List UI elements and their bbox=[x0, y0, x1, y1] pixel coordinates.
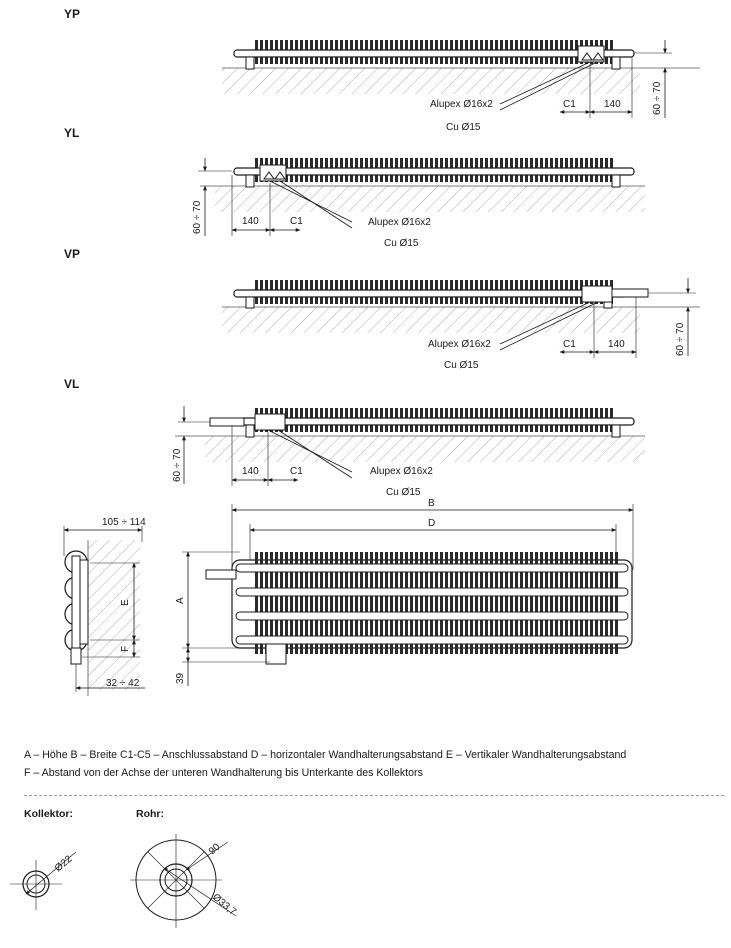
radiator-tube bbox=[240, 418, 634, 425]
section-vp bbox=[64, 247, 700, 371]
section-vp-code: VP bbox=[64, 247, 81, 261]
cu-label: Cu Ø15 bbox=[384, 238, 419, 249]
rohr-dia: Ø33,7 bbox=[210, 891, 239, 918]
dim-d: D bbox=[428, 518, 436, 529]
dim-140: 140 bbox=[242, 466, 259, 477]
section-vl-code: VL bbox=[64, 377, 80, 391]
divider bbox=[24, 795, 724, 796]
left-foot bbox=[246, 297, 254, 308]
side-view bbox=[64, 517, 146, 696]
dimension-line bbox=[186, 842, 228, 870]
dim-depth: 105 ÷ 114 bbox=[102, 517, 146, 528]
legend-line-2: F – Abstand von der Achse der unteren Wandhalterung bis Unterkante des Kollektors bbox=[24, 767, 423, 779]
section-yl-code: YL bbox=[64, 126, 80, 140]
cu-label: Cu Ø15 bbox=[446, 122, 481, 133]
dim-c1: C1 bbox=[290, 466, 303, 477]
radiator-tube bbox=[236, 588, 628, 596]
dim-140: 140 bbox=[242, 216, 259, 227]
left-foot bbox=[246, 175, 254, 187]
left-foot bbox=[246, 57, 254, 69]
cu-label: Cu Ø15 bbox=[444, 360, 479, 371]
dim-height: 60 ÷ 70 bbox=[675, 322, 686, 356]
rohr-angle: 90 bbox=[206, 841, 223, 858]
wall-bracket bbox=[80, 560, 88, 644]
radiator-tube bbox=[236, 612, 628, 620]
inlet-pipe bbox=[612, 289, 648, 297]
dim-bottom: 39 bbox=[175, 672, 186, 684]
section-yp-code: YP bbox=[64, 7, 81, 21]
floor-hatch bbox=[222, 307, 640, 333]
front-view bbox=[175, 498, 633, 686]
section-vl bbox=[64, 377, 645, 498]
floor-hatch bbox=[215, 186, 645, 212]
inlet-pipe bbox=[210, 418, 244, 426]
left-foot bbox=[246, 425, 254, 437]
pipe-label: Alupex Ø16x2 bbox=[370, 466, 433, 477]
connector-block bbox=[582, 286, 612, 302]
dim-height: 60 ÷ 70 bbox=[652, 81, 663, 115]
right-foot bbox=[612, 57, 620, 69]
dim-f: F bbox=[120, 645, 131, 652]
connector-block bbox=[266, 644, 286, 664]
radiator-tube bbox=[234, 50, 634, 57]
radiator-tube bbox=[236, 636, 628, 644]
dim-140: 140 bbox=[608, 339, 625, 350]
kollektor-dia: Ø22 bbox=[52, 853, 75, 875]
pipe-label: Alupex Ø16x2 bbox=[430, 99, 493, 110]
floor-hatch bbox=[205, 436, 645, 462]
dim-e: E bbox=[120, 599, 131, 606]
dim-a: A bbox=[175, 597, 186, 604]
wall-hatch bbox=[88, 540, 140, 690]
rohr-detail bbox=[130, 834, 238, 928]
connector-pipe bbox=[71, 648, 81, 664]
kollektor-title: Kollektor: bbox=[24, 808, 74, 820]
right-foot bbox=[612, 425, 620, 437]
section-yp bbox=[64, 7, 700, 133]
legend-line-1: A – Höhe B – Breite C1-C5 – Anschlussabstand D – horizontaler Wandhalterungsabstand E – Vertikaler Wandhalterungsabstand bbox=[24, 749, 627, 761]
kollektor-detail bbox=[10, 852, 76, 910]
collector bbox=[72, 556, 80, 648]
dim-height: 60 ÷ 70 bbox=[192, 200, 203, 234]
dim-height: 60 ÷ 70 bbox=[172, 448, 183, 482]
section-yl bbox=[64, 126, 645, 249]
radiator-tube bbox=[234, 290, 626, 297]
dim-c1: C1 bbox=[290, 216, 303, 227]
dim-offset: 32 ÷ 42 bbox=[106, 678, 140, 689]
dim-140: 140 bbox=[604, 99, 621, 110]
radiator-tube bbox=[236, 564, 628, 572]
pipe-label: Alupex Ø16x2 bbox=[368, 217, 431, 228]
right-foot bbox=[612, 175, 620, 187]
inlet-pipe bbox=[206, 570, 236, 579]
dim-b: B bbox=[428, 498, 435, 509]
connector-block bbox=[255, 414, 285, 430]
dim-c1: C1 bbox=[563, 99, 576, 110]
radiator-tube bbox=[234, 168, 634, 175]
cu-label: Cu Ø15 bbox=[386, 487, 421, 498]
dim-c1: C1 bbox=[563, 339, 576, 350]
pipe-label: Alupex Ø16x2 bbox=[428, 339, 491, 350]
rohr-title: Rohr: bbox=[136, 808, 164, 820]
